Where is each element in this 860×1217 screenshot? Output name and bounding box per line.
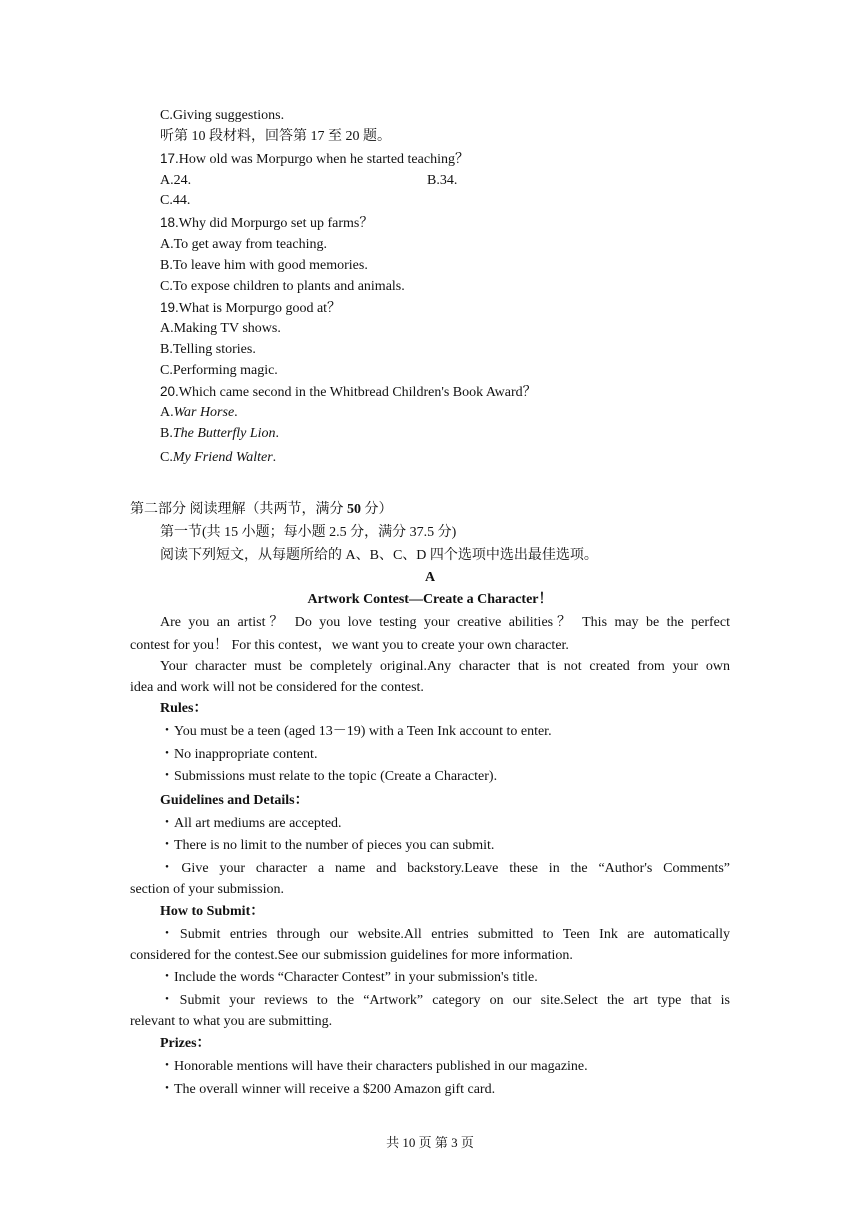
q18-option-a: A.To get away from teaching. xyxy=(160,237,327,252)
option-letter: A. xyxy=(160,405,174,420)
section-one-heading: 第一节(共 15 小题；每小题 2.5 分，满分 37.5 分) xyxy=(160,525,457,540)
page-footer: 共 10 页 第 3 页 xyxy=(386,1135,474,1150)
passage-letter: A xyxy=(424,570,436,585)
how-to-submit-heading: How to Submit： xyxy=(160,904,265,919)
guidelines-item: ・There is no limit to the number of pieces you can submit. xyxy=(160,838,495,853)
paragraph-1-line-1: Are you an artist？ Do you love testing your creative abilities？ This may be the perfect xyxy=(160,615,730,630)
q19-option-c: C.Performing magic. xyxy=(160,363,278,378)
question-text: What is Morpurgo good at？ xyxy=(178,301,342,316)
submit-item: ・Submit your reviews to the “Artwork” category on our site.Select the art type that is xyxy=(160,993,730,1008)
q20-option-b xyxy=(160,425,279,442)
q17-option-b: B.34. xyxy=(427,173,458,188)
option-end: . xyxy=(272,450,277,465)
heading-text: 第二部分 阅读理解（共两节，满分 xyxy=(130,502,347,517)
paragraph-2-line-2: idea and work will not be considered for the contest. xyxy=(130,680,424,695)
question-text: How old was Morpurgo when he started teaching？ xyxy=(178,152,469,167)
rules-item: ・Submissions must relate to the topic (Create a Character). xyxy=(160,769,498,784)
option-letter: B. xyxy=(160,426,173,441)
question-number: 18. xyxy=(160,215,179,230)
heading-score: 50 xyxy=(347,502,361,517)
reading-instruction: 阅读下列短文，从每题所给的 A、B、C、D 四个选项中选出最佳选项。 xyxy=(160,548,598,563)
submit-item: ・Submit entries through our website.All entries submitted to Teen Ink are automatically xyxy=(160,927,730,942)
paragraph-1-line-2: contest for you！ For this contest，we want you to create your own character. xyxy=(130,638,569,653)
guidelines-heading: Guidelines and Details： xyxy=(160,793,309,808)
paragraph-2-line-1: Your character must be completely original.Any character that is not created from your own xyxy=(160,659,730,674)
question-18 xyxy=(160,214,373,232)
prizes-heading: Prizes： xyxy=(160,1036,211,1051)
prizes-item: ・Honorable mentions will have their characters published in our magazine. xyxy=(160,1059,588,1074)
q20-option-a xyxy=(160,404,238,421)
guidelines-item-continued: section of your submission. xyxy=(130,882,284,897)
part-two-heading xyxy=(130,501,393,518)
option-letter: C. xyxy=(160,450,173,465)
book-title: The Butterfly Lion xyxy=(172,426,276,441)
passage-title: Artwork Contest—Create a Character！ xyxy=(307,592,553,607)
submit-item: ・Include the words “Character Contest” in your submission's title. xyxy=(160,970,538,985)
book-title: My Friend Walter xyxy=(172,450,273,465)
q16-option-c: C.Giving suggestions. xyxy=(160,108,285,123)
question-17 xyxy=(160,150,469,168)
guidelines-item: ・All art mediums are accepted. xyxy=(160,816,342,831)
q18-option-c: C.To expose children to plants and animals. xyxy=(160,279,405,294)
question-number: 17. xyxy=(160,151,179,166)
q18-option-b: B.To leave him with good memories. xyxy=(160,258,368,273)
q17-option-a: A.24. xyxy=(160,173,192,188)
rules-heading: Rules： xyxy=(160,701,208,716)
rules-item: ・No inappropriate content. xyxy=(160,747,318,762)
question-number: 20. xyxy=(160,384,179,399)
submit-item-continued: relevant to what you are submitting. xyxy=(130,1014,333,1029)
question-text: Which came second in the Whitbread Children's Book Award？ xyxy=(178,385,537,400)
q20-option-c xyxy=(160,449,276,466)
prizes-item: ・The overall winner will receive a $200 Amazon gift card. xyxy=(160,1082,496,1097)
question-19 xyxy=(160,299,341,317)
question-text: Why did Morpurgo set up farms？ xyxy=(178,216,374,231)
book-title: War Horse xyxy=(173,405,235,420)
q17-option-c: C.44. xyxy=(160,193,191,208)
rules-item: ・You must be a teen (aged 13－19) with a Teen Ink account to enter. xyxy=(160,724,552,739)
submit-item-continued: considered for the contest.See our submission guidelines for more information. xyxy=(130,948,573,963)
option-end: . xyxy=(234,405,238,420)
q19-option-a: A.Making TV shows. xyxy=(160,321,281,336)
guidelines-item: ・Give your character a name and backstory.Leave these in the “Author's Comments” xyxy=(160,861,730,876)
question-20 xyxy=(160,383,537,401)
section10-intro: 听第 10 段材料，回答第 17 至 20 题。 xyxy=(160,129,391,144)
q19-option-b: B.Telling stories. xyxy=(160,342,256,357)
question-number: 19. xyxy=(160,300,179,315)
heading-text-end: 分） xyxy=(361,502,393,517)
option-end: . xyxy=(275,426,280,441)
